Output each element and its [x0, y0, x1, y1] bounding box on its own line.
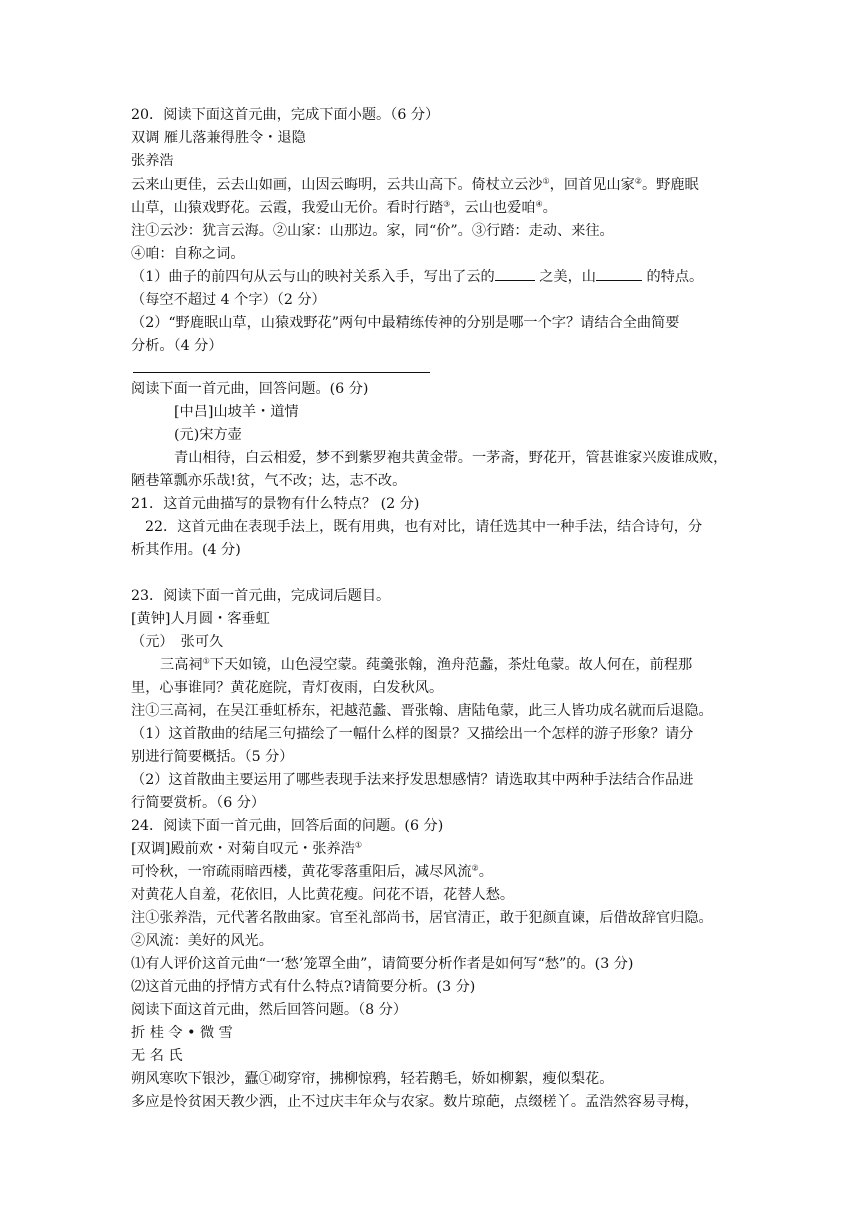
q20-poem-text: ，云山也爱咱	[450, 200, 536, 216]
q23-title: 23．阅读下面一首元曲，完成词后题目。	[131, 588, 391, 604]
q23-sub1-line-1: （1）这首散曲的结尾三句描绘了一幅什么样的图景？又描绘出一个怎样的游子形象？请分	[131, 726, 694, 742]
note-mark: ③	[443, 199, 451, 209]
q21-poem-line-2: 陋巷箪瓢亦乐哉!贫，气不改；达，志不改。	[131, 473, 407, 489]
q20-tune: 双调 雁儿落兼得胜令・退隐	[131, 130, 306, 146]
q21-tune: [中吕]山坡羊・道情	[174, 404, 299, 420]
q25-author: 无 名 氏	[131, 1048, 183, 1064]
q20-poem-text: 云来山更佳，云去山如画，山因云晦明，云共山高下。倚杖立云沙	[131, 177, 543, 193]
q23-note: 注①三高祠，在吴江垂虹桥东，祀越范蠡、晋张翰、唐陆龟蒙，此三人皆功成名就而后退隐。	[131, 703, 713, 719]
q25-poem-line-1: 朔风寒吹下银沙，蠹①砌穿帘，拂柳惊鸦，轻若鹅毛，娇如柳絮，瘦似梨花。	[131, 1071, 614, 1087]
q20-poem-text: ，回首见山家	[549, 177, 635, 193]
q20-poem-text: 。	[542, 200, 557, 216]
q23-author: （元） 张可久	[131, 634, 224, 650]
q24-sub2: ⑵这首元曲的抒情方式有什么特点?请简要分析。(3 分)	[131, 979, 476, 995]
q24-note-1: 注①张养浩，元代著名散曲家。官至礼部尚书，居官清正，敢于犯颜直谏，后借故辞官归隐。	[131, 910, 713, 926]
q25-tune: 折 桂 令 • 微 雪	[131, 1025, 233, 1041]
answer-line[interactable]	[133, 372, 430, 373]
note-mark: ①	[542, 176, 550, 186]
q20-sub2-line-1: （2）“野鹿眠山草，山猿戏野花”两句中最精练传神的分别是哪一个字？请结合全曲简要	[131, 315, 680, 331]
q23-sub2-line-2: 行简要赏析。（6 分）	[131, 795, 266, 811]
q24-poem-line-2: 对黄花人自羞，花依旧，人比黄花瘦。问花不语，花替人愁。	[131, 887, 515, 903]
q24-note-2: ②风流：美好的风光。	[131, 933, 273, 949]
q25-intro: 阅读下面这首元曲，然后回答问题。（8 分）	[131, 1002, 408, 1018]
q20-poem-line-2	[131, 197, 746, 219]
q20-poem-text: 山草，山猿戏野花。云霞，我爱山无价。看时行踏	[131, 200, 444, 216]
q23-poem-text: 三高祠	[160, 657, 203, 673]
q20-sub1	[131, 266, 746, 288]
q20-sub1-text: 之美，山	[534, 269, 596, 285]
q20-note-1: 注①云沙：犹言云海。②山家：山那边。家，同“价”。③行踏：走动、来往。	[131, 223, 614, 239]
q21-question: 21．这首元曲描写的景物有什么特点？ (2 分)	[131, 496, 420, 512]
q23-poem-line-2: 里，心事谁同？黄花庭院，青灯夜雨，白发秋风。	[131, 680, 444, 696]
q20-author: 张养浩	[131, 153, 174, 169]
q20-poem-text: 。野鹿眠	[641, 177, 699, 193]
q23-poem-text: 下天如镜，山色浸空蒙。莼羹张翰，渔舟范蠡，茶灶龟蒙。故人何在，前程那	[209, 657, 693, 673]
answer-blank-1[interactable]	[495, 266, 535, 281]
q23-sub1-line-2: 别进行简要概括。（5 分）	[131, 749, 294, 765]
note-mark: ④	[535, 199, 543, 209]
q24-tune	[131, 838, 746, 860]
q23-poem-line-1	[160, 654, 775, 676]
q24-poem-text: 。	[478, 864, 493, 880]
q22-question-line-2: 析其作用。(4 分)	[131, 542, 241, 558]
q20-title: 20．阅读下面这首元曲，完成下面小题。（6 分）	[131, 107, 440, 123]
note-mark: ②	[634, 176, 642, 186]
q21-author: (元)宋方壶	[174, 427, 242, 443]
q20-sub1-score: （每空不超过 4 个字）（2 分）	[131, 292, 326, 308]
q20-sub1-text: （1）曲子的前四句从云与山的映衬关系入手，写出了云的	[131, 269, 495, 285]
q22-question-line-1: 22．这首元曲在表现手法上，既有用典，也有对比，请任选其中一种手法，结合诗句，分	[145, 519, 703, 535]
q20-sub1-text: 的特点。	[641, 269, 704, 285]
q24-title: 24．阅读下面一首元曲，回答后面的问题。(6 分)	[131, 818, 444, 834]
q25-poem-line-2: 多应是怜贫困天教少洒，止不过庆丰年众与农家。数片琼葩，点缀槎丫。孟浩然容易寻梅，	[131, 1094, 699, 1110]
q24-sub1: ⑴有人评价这首元曲“一‘愁’笼罩全曲”，请简要分析作者是如何写“愁”的。(3 分)	[131, 956, 634, 972]
answer-blank-2[interactable]	[596, 266, 642, 281]
note-mark: ②	[471, 863, 479, 873]
q20-poem-line-1	[131, 174, 746, 196]
q24-poem-line-1	[131, 861, 746, 883]
q21-intro: 阅读下面一首元曲，回答问题。(6 分)	[131, 381, 369, 397]
q24-tune-text: [双调]殿前欢・对菊自叹元・张养浩	[131, 841, 355, 857]
q23-tune: [黄钟]人月圆・客垂虹	[131, 611, 270, 627]
q24-poem-text: 可怜秋，一帘疏雨暗西楼，黄花零落重阳后，减尽风流	[131, 864, 472, 880]
q21-poem-line-1: 青山相待，白云相爱，梦不到紫罗袍共黄金带。一茅斋，野花开，管甚谁家兴废谁成败，	[174, 450, 728, 466]
note-mark: ①	[202, 656, 210, 666]
note-mark: ①	[354, 840, 363, 850]
q23-sub2-line-1: （2）这首散曲主要运用了哪些表现手法来抒发思想感情？请选取其中两种手法结合作品进	[131, 772, 694, 788]
q20-note-2: ④咱：自称之词。	[131, 246, 245, 262]
q20-sub2-line-2: 分析。（4 分）	[131, 338, 223, 354]
